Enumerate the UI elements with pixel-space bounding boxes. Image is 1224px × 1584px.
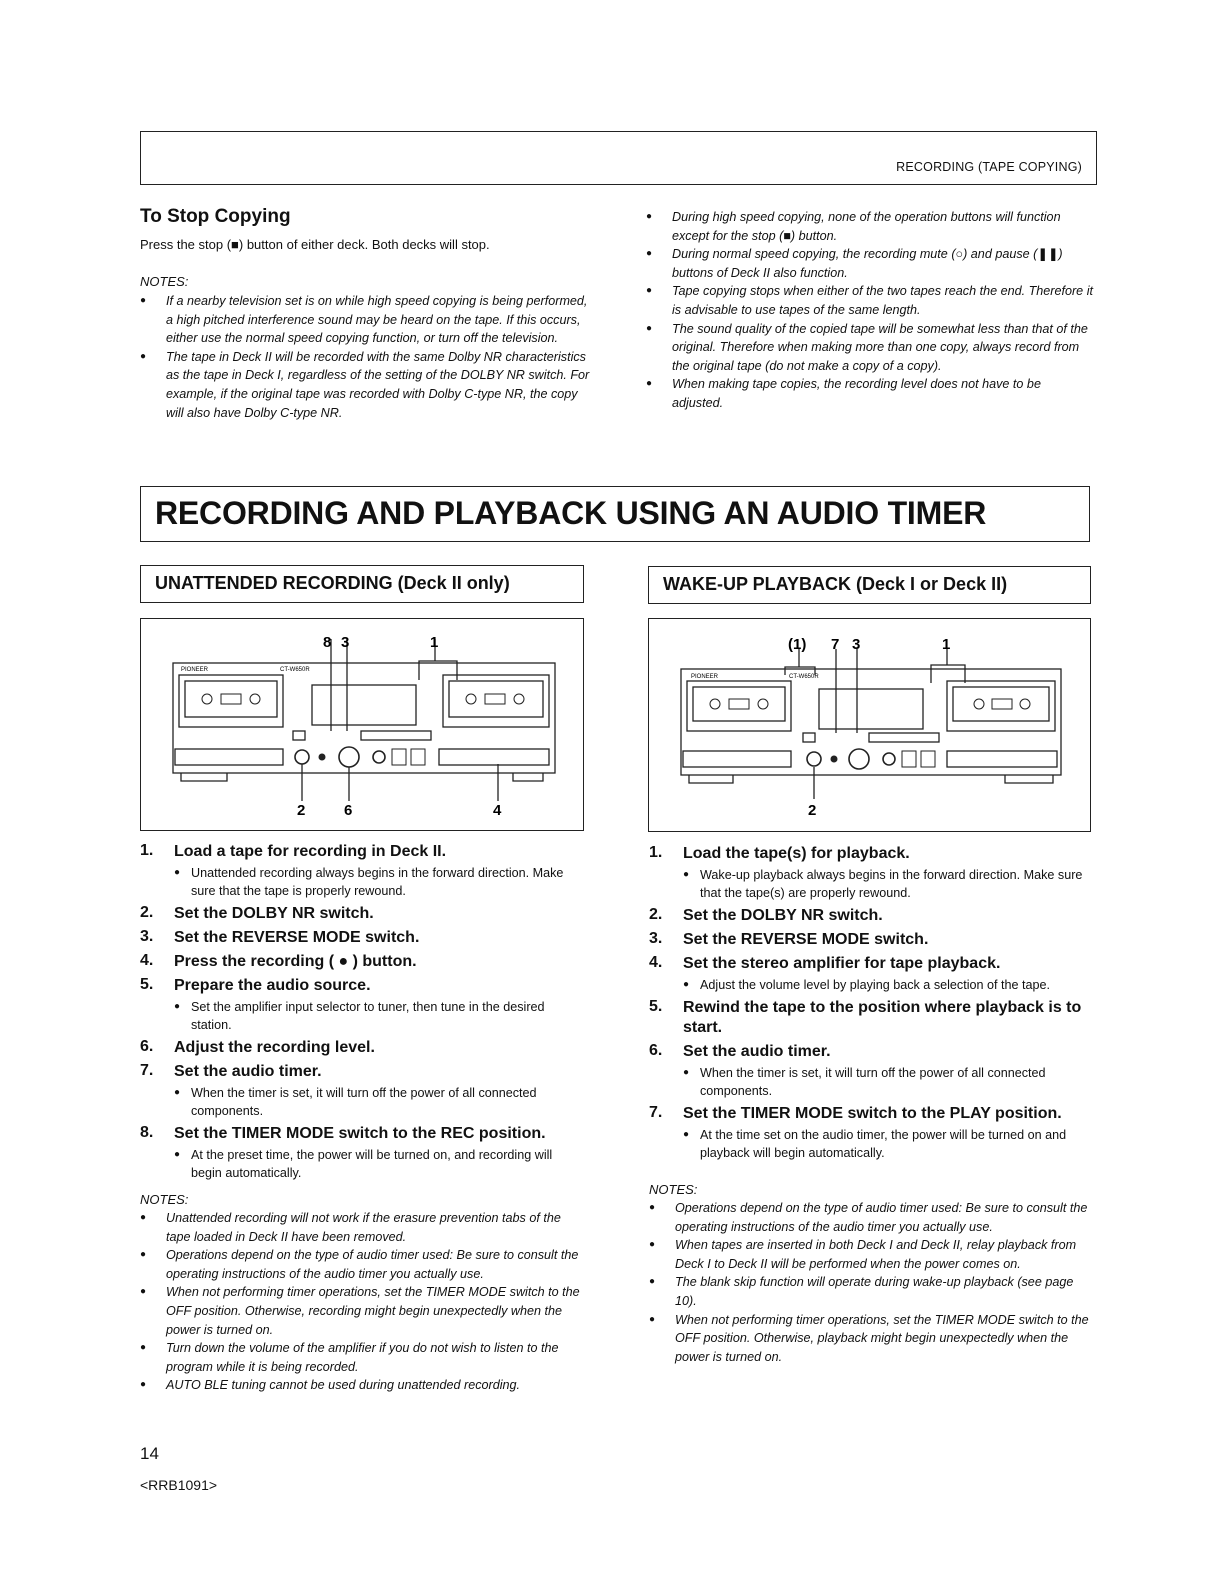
notes-label: NOTES: xyxy=(140,1192,189,1207)
page-number: 14 xyxy=(140,1444,159,1463)
step-title: Press the recording ( ● ) button. xyxy=(174,953,417,970)
step-title: Load the tape(s) for playback. xyxy=(683,845,910,862)
step-number: 5. xyxy=(649,998,663,1015)
note-item: ● When tapes are inserted in both Deck I and Deck II, relay playback from Deck I to Deck II will be performed when the power comes on. xyxy=(649,1236,1095,1273)
unattended-notes-list xyxy=(140,1209,586,1395)
callout-3: 3 xyxy=(852,636,861,653)
step-title: Prepare the audio source. xyxy=(174,977,371,994)
callout-1: 1 xyxy=(430,634,439,651)
wakeup-title: WAKE-UP PLAYBACK (Deck I or Deck II) xyxy=(663,574,1008,594)
step-title: Set the DOLBY NR switch. xyxy=(174,905,374,922)
callout-7: 7 xyxy=(831,636,840,653)
note-item: ● When not performing timer operations, set the TIMER MODE switch to the OFF position. Otherwise, playback might begin unexpectedly when the power is turned on. xyxy=(649,1311,1095,1367)
step-item xyxy=(140,1062,586,1120)
callout-3: 3 xyxy=(341,634,350,651)
step-number: 5. xyxy=(140,976,154,993)
note-item: ● The blank skip function will operate during wake-up playback (see page 10). xyxy=(649,1273,1095,1310)
callout-2: 2 xyxy=(808,802,817,819)
note-item: ● Operations depend on the type of audio timer used: Be sure to consult the operating instructions of the audio timer you actually use. xyxy=(140,1246,586,1283)
unattended-figure xyxy=(140,618,584,831)
note-item: ● When not performing timer operations, set the TIMER MODE switch to the OFF position. Otherwise, recording might begin unexpectedly when the power is turned on. xyxy=(140,1283,586,1339)
step-number: 6. xyxy=(649,1042,663,1059)
step-number: 4. xyxy=(140,952,154,969)
step-item xyxy=(649,1104,1095,1162)
stop-copying-section xyxy=(140,206,592,422)
notes-label: NOTES: xyxy=(140,274,189,289)
section-header-box xyxy=(140,131,1097,185)
step-title: Set the REVERSE MODE switch. xyxy=(683,931,929,948)
step-item xyxy=(140,928,586,948)
step-title: Adjust the recording level. xyxy=(174,1039,375,1056)
cassette-deck-illustration xyxy=(649,619,1089,830)
wakeup-figure xyxy=(648,618,1091,832)
step-item xyxy=(649,954,1095,994)
step-title: Rewind the tape to the position where playback is to start. xyxy=(683,999,1082,1036)
callout-1: 1 xyxy=(942,636,951,653)
note-item: ● AUTO BLE tuning cannot be used during unattended recording. xyxy=(140,1376,586,1395)
note-item: ● Operations depend on the type of audio timer used: Be sure to consult the operating instructions of the audio timer you actually use. xyxy=(649,1199,1095,1236)
step-detail: ● At the preset time, the power will be turned on, and recording will begin automatically. xyxy=(174,1146,586,1182)
steps-list xyxy=(649,844,1095,1162)
step-detail: ● When the timer is set, it will turn off the power of all connected components. xyxy=(174,1084,586,1120)
step-title: Set the TIMER MODE switch to the REC position. xyxy=(174,1125,546,1142)
svg-text:CT-W650R: CT-W650R xyxy=(280,667,310,673)
step-number: 3. xyxy=(140,928,154,945)
copy-notes-list xyxy=(646,208,1094,413)
wakeup-steps xyxy=(649,844,1095,1366)
callout-2: 2 xyxy=(297,802,306,819)
copy-notes-section xyxy=(646,208,1094,413)
note-item: ● When making tape copies, the recording level does not have to be adjusted. xyxy=(646,375,1094,412)
callout-8: 8 xyxy=(323,634,332,651)
note-item: ● The tape in Deck II will be recorded with the same Dolby NR characteristics as the tape in Deck I, regardless of the setting of the DOLBY NR switch. For example, if the original tape was recorded with Dolby C-type NR, the copy will also have Dolby C-type NR. xyxy=(140,348,592,422)
cassette-deck-illustration xyxy=(141,619,582,829)
step-item xyxy=(140,842,586,900)
unattended-title-box xyxy=(140,565,584,603)
step-number: 4. xyxy=(649,954,663,971)
step-item xyxy=(140,1124,586,1182)
step-title: Set the TIMER MODE switch to the PLAY position. xyxy=(683,1105,1062,1122)
step-item xyxy=(649,998,1095,1038)
callout-6: 6 xyxy=(344,802,353,819)
unattended-title: UNATTENDED RECORDING (Deck II only) xyxy=(155,573,510,593)
step-title: Load a tape for recording in Deck II. xyxy=(174,843,447,860)
callout-1-paren: (1) xyxy=(788,636,807,653)
stop-copying-title: To Stop Copying xyxy=(140,206,291,227)
main-title: RECORDING AND PLAYBACK USING AN AUDIO TIMER xyxy=(155,495,987,531)
note-item: ● Turn down the volume of the amplifier if you do not wish to listen to the program while it is being recorded. xyxy=(140,1339,586,1376)
note-item: ● Unattended recording will not work if the erasure prevention tabs of the tape loaded in Deck II have been removed. xyxy=(140,1209,586,1246)
note-item: ● Tape copying stops when either of the two tapes reach the end. Therefore it is advisable to use tapes of the same length. xyxy=(646,282,1094,319)
step-title: Set the stereo amplifier for tape playback. xyxy=(683,955,1001,972)
step-detail: ● Wake-up playback always begins in the forward direction. Make sure that the tape(s) are properly rewound. xyxy=(683,866,1095,902)
steps-list xyxy=(140,842,586,1182)
section-header-title: RECORDING (TAPE COPYING) xyxy=(896,160,1082,174)
step-item xyxy=(649,906,1095,926)
document-code: <RRB1091> xyxy=(140,1477,218,1493)
step-number: 7. xyxy=(649,1104,663,1121)
notes-label: NOTES: xyxy=(649,1182,698,1197)
step-item xyxy=(649,1042,1095,1100)
note-item: ● The sound quality of the copied tape will be somewhat less than that of the original. Therefore when making more than one copy, always record from the original tape (do not make a copy of a copy). xyxy=(646,320,1094,376)
step-item xyxy=(140,976,586,1034)
svg-text:PIONEER: PIONEER xyxy=(181,667,209,673)
step-detail: ● When the timer is set, it will turn off the power of all connected components. xyxy=(683,1064,1095,1100)
wakeup-notes-list xyxy=(649,1199,1095,1366)
step-item xyxy=(649,844,1095,902)
step-number: 8. xyxy=(140,1124,154,1141)
step-number: 3. xyxy=(649,930,663,947)
svg-text:PIONEER: PIONEER xyxy=(691,674,719,680)
step-title: Set the audio timer. xyxy=(174,1063,322,1080)
note-item: ● If a nearby television set is on while high speed copying is being performed, a high pitched interference sound may be heard on the tape. If this occurs, either use the normal speed copying function, or turn off the television. xyxy=(140,292,592,348)
svg-text:CT-W650R: CT-W650R xyxy=(789,674,819,680)
step-item xyxy=(649,930,1095,950)
wakeup-title-box xyxy=(648,566,1091,604)
note-item: ● During high speed copying, none of the operation buttons will function except for the stop (■) button. xyxy=(646,208,1094,245)
step-detail: ● Adjust the volume level by playing back a selection of the tape. xyxy=(683,976,1095,994)
step-number: 6. xyxy=(140,1038,154,1055)
step-number: 7. xyxy=(140,1062,154,1079)
callout-4: 4 xyxy=(493,802,502,819)
step-detail: ● Set the amplifier input selector to tuner, then tune in the desired station. xyxy=(174,998,586,1034)
step-detail: ● At the time set on the audio timer, the power will be turned on and playback will begin automatically. xyxy=(683,1126,1095,1162)
step-item xyxy=(140,1038,586,1058)
unattended-steps xyxy=(140,842,586,1395)
stop-notes-list xyxy=(140,292,592,422)
step-detail: ● Unattended recording always begins in the forward direction. Make sure that the tape is properly rewound. xyxy=(174,864,586,900)
main-title-box xyxy=(140,486,1090,542)
step-title: Set the REVERSE MODE switch. xyxy=(174,929,420,946)
step-item xyxy=(140,904,586,924)
step-title: Set the audio timer. xyxy=(683,1043,831,1060)
step-number: 1. xyxy=(140,842,154,859)
step-title: Set the DOLBY NR switch. xyxy=(683,907,883,924)
step-item xyxy=(140,952,586,972)
note-item: ● During normal speed copying, the recording mute (○) and pause (❚❚) buttons of Deck II also function. xyxy=(646,245,1094,282)
step-number: 2. xyxy=(140,904,154,921)
stop-copying-text: Press the stop (■) button of either deck. Both decks will stop. xyxy=(140,237,490,252)
step-number: 1. xyxy=(649,844,663,861)
step-number: 2. xyxy=(649,906,663,923)
